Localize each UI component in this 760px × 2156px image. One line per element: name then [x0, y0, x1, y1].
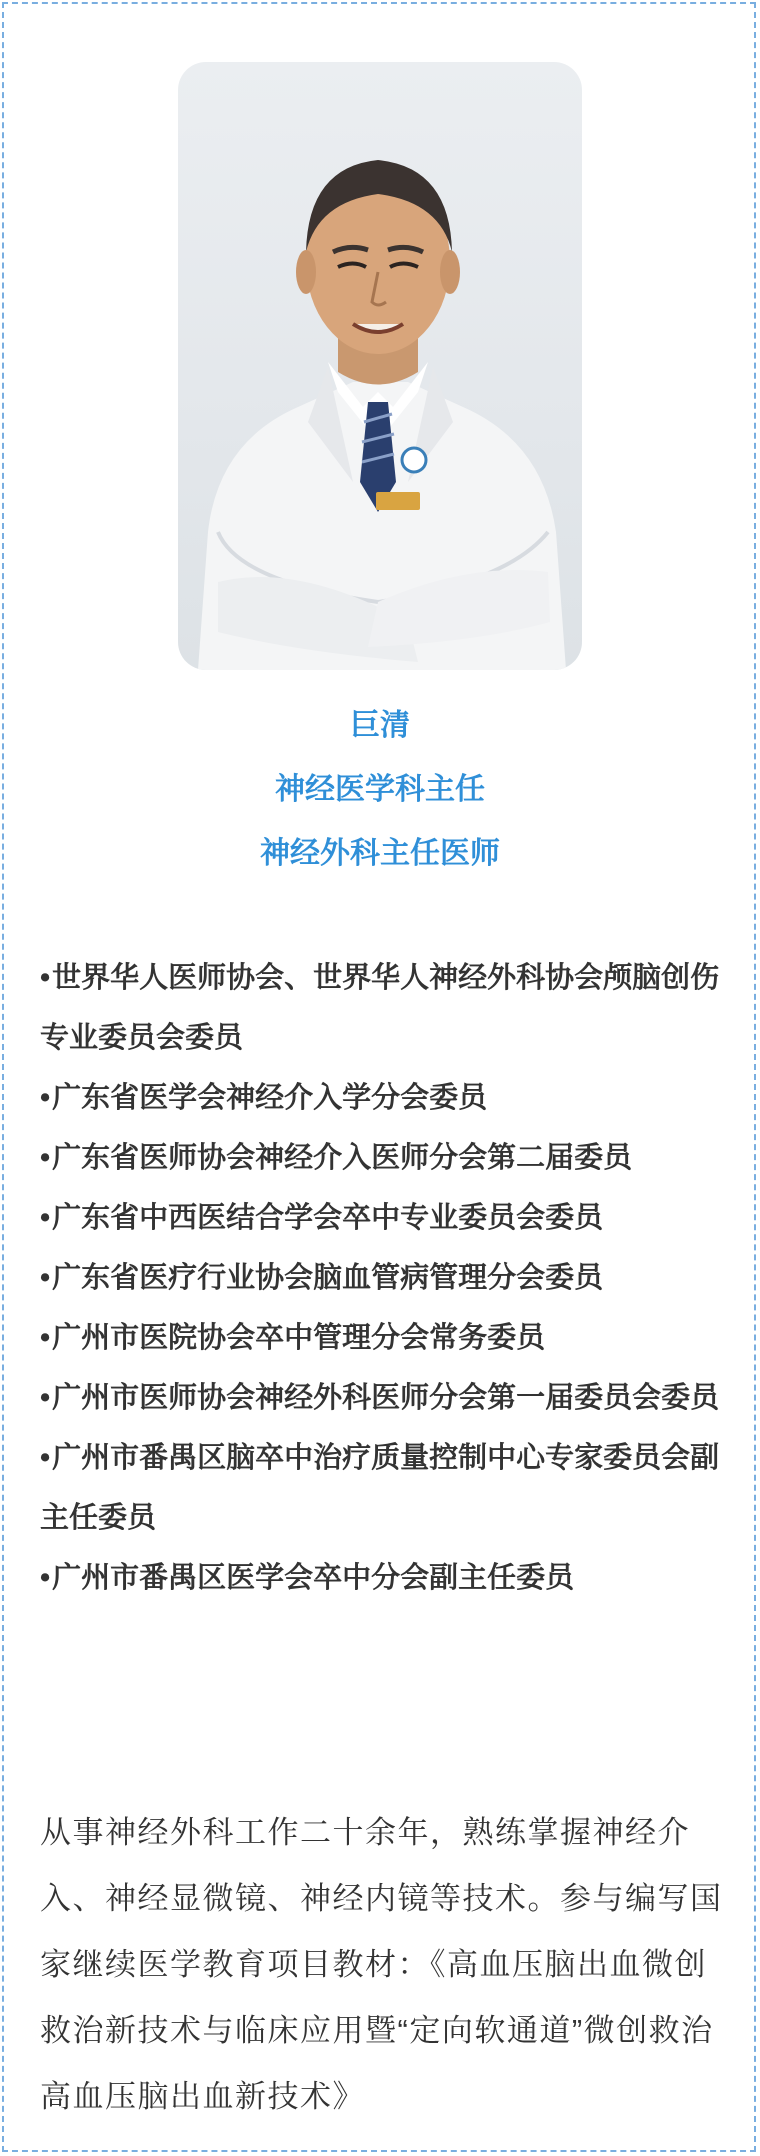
list-item — [40, 1188, 730, 1248]
doctor-title-position: 神经外科主任医师 — [260, 837, 500, 870]
list-item — [40, 1248, 730, 1308]
doctor-name: 巨清 — [350, 709, 410, 742]
bullet-icon: • — [40, 1082, 51, 1114]
appointment-text: 世界华人医师协会、世界华人神经外科协会颅脑创伤专业委员会委员 — [40, 962, 720, 1054]
bullet-icon: • — [40, 1562, 51, 1594]
bullet-icon: • — [40, 1202, 51, 1234]
appointment-text: 广州市番禺区医学会卒中分会副主任委员 — [52, 1562, 575, 1594]
appointment-text: 广东省医师协会神经介入医师分会第二届委员 — [52, 1142, 633, 1174]
appointment-text: 广州市番禺区脑卒中治疗质量控制中心专家委员会副主任委员 — [40, 1442, 720, 1534]
list-item — [40, 948, 730, 1068]
bullet-icon: • — [40, 1382, 51, 1414]
bullet-icon: • — [40, 962, 51, 994]
doctor-portrait-illustration — [178, 62, 582, 670]
appointment-text: 广东省中西医结合学会卒中专业委员会委员 — [52, 1202, 604, 1234]
biography-paragraph: 从事神经外科工作二十余年，熟练掌握神经介入、神经显微镜、神经内镜等技术。参与编写国家继续医学教育项目教材：《高血压脑出血微创救治新技术与临床应用暨“定向软通道”微创救治高血压脑出血新技术》 — [40, 1815, 723, 2114]
list-item — [40, 1428, 730, 1548]
list-item — [40, 1548, 730, 1608]
appointment-text: 广东省医疗行业协会脑血管病管理分会委员 — [52, 1262, 604, 1294]
appointments-list — [40, 948, 730, 1608]
appointment-text: 广州市医院协会卒中管理分会常务委员 — [52, 1322, 546, 1354]
bullet-icon: • — [40, 1322, 51, 1354]
appointment-text: 广州市医师协会神经外科医师分会第一届委员会委员 — [52, 1382, 720, 1414]
bullet-icon: • — [40, 1262, 51, 1294]
list-item — [40, 1068, 730, 1128]
appointment-text: 广东省医学会神经介入学分会委员 — [52, 1082, 488, 1114]
list-item — [40, 1128, 730, 1188]
list-item — [40, 1308, 730, 1368]
doctor-portrait-photo — [178, 62, 582, 670]
bullet-icon: • — [40, 1142, 51, 1174]
doctor-title-department: 神经医学科主任 — [275, 773, 485, 806]
list-item — [40, 1368, 730, 1428]
bullet-icon: • — [40, 1442, 51, 1474]
